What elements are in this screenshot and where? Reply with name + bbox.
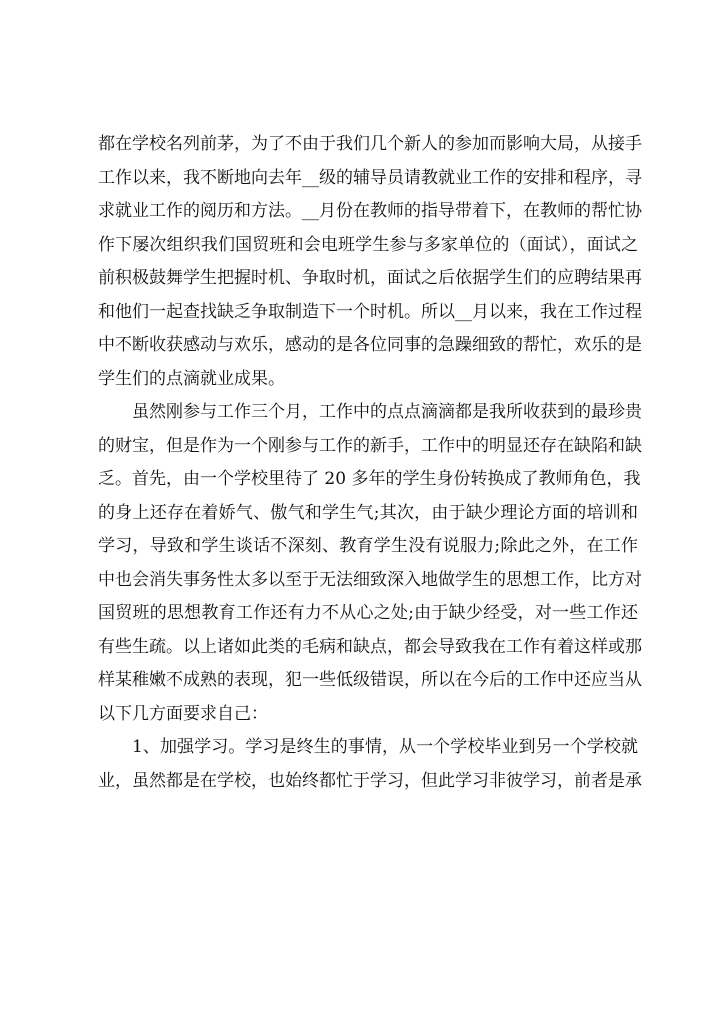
- text-line: 1、加强学习。学习是终生的事情，从一个学校毕业到另一个学校就: [132, 737, 638, 757]
- text-line: 的财宝，但是作为一个刚参与工作的新手，工作中的明显还存在缺陷和缺: [98, 435, 642, 456]
- text-line: 工作以来，我不断地向去年__级的辅导员请教就业工作的安排和程序，寻: [98, 167, 642, 188]
- text-line: 前积极鼓舞学生把握时机、争取时机，面试之后依据学生们的应聘结果再: [98, 268, 642, 288]
- document-body: [98, 128, 642, 798]
- text-line: 业，虽然都是在学校，也始终都忙于学习，但此学习非彼学习，前者是承: [98, 770, 642, 791]
- text-line: 和他们一起查找缺乏争取制造下一个时机。所以__月以来，我在工作过程: [98, 301, 642, 322]
- text-line: 作下屡次组织我们国贸班和会电班学生参与多家单位的（面试），面试之: [98, 234, 638, 255]
- text-line: 有些生疏。以上诸如此类的毛病和缺点，都会导致我在工作有着这样或那: [98, 636, 642, 657]
- text-line: 以下几方面要求自己：: [98, 703, 268, 724]
- text-line: 样某稚嫩不成熟的表现，犯一些低级错误，所以在今后的工作中还应当从: [98, 670, 642, 690]
- text-line: 中也会消失事务性太多以至于无法细致深入地做学生的思想工作，比方对: [98, 569, 642, 590]
- text-line: 学习，导致和学生谈话不深刻、教育学生没有说服力;除此之外，在工作: [98, 536, 638, 556]
- text-line: 国贸班的思想教育工作还有力不从心之处;由于缺少经受，对一些工作还: [98, 603, 638, 623]
- text-line: 求就业工作的阅历和方法。__月份在教师的指导带着下，在教师的帮忙协: [98, 201, 642, 221]
- text-line: 中不断收获感动与欢乐，感动的是各位同事的急躁细致的帮忙，欢乐的是: [98, 335, 642, 355]
- text-line: 乏。首先，由一个学校里待了 20 多年的学生身份转换成了教师角色，我: [98, 469, 641, 489]
- text-line: 虽然刚参与工作三个月，工作中的点点滴滴都是我所收获到的最珍贵: [132, 402, 642, 422]
- text-line: 都在学校名列前茅，为了不由于我们几个新人的参加而影响大局，从接手: [98, 134, 642, 154]
- text-line: 的身上还存在着娇气、傲气和学生气;其次，由于缺少理论方面的培训和: [98, 502, 638, 523]
- text-line: 学生们的点滴就业成果。: [98, 368, 285, 389]
